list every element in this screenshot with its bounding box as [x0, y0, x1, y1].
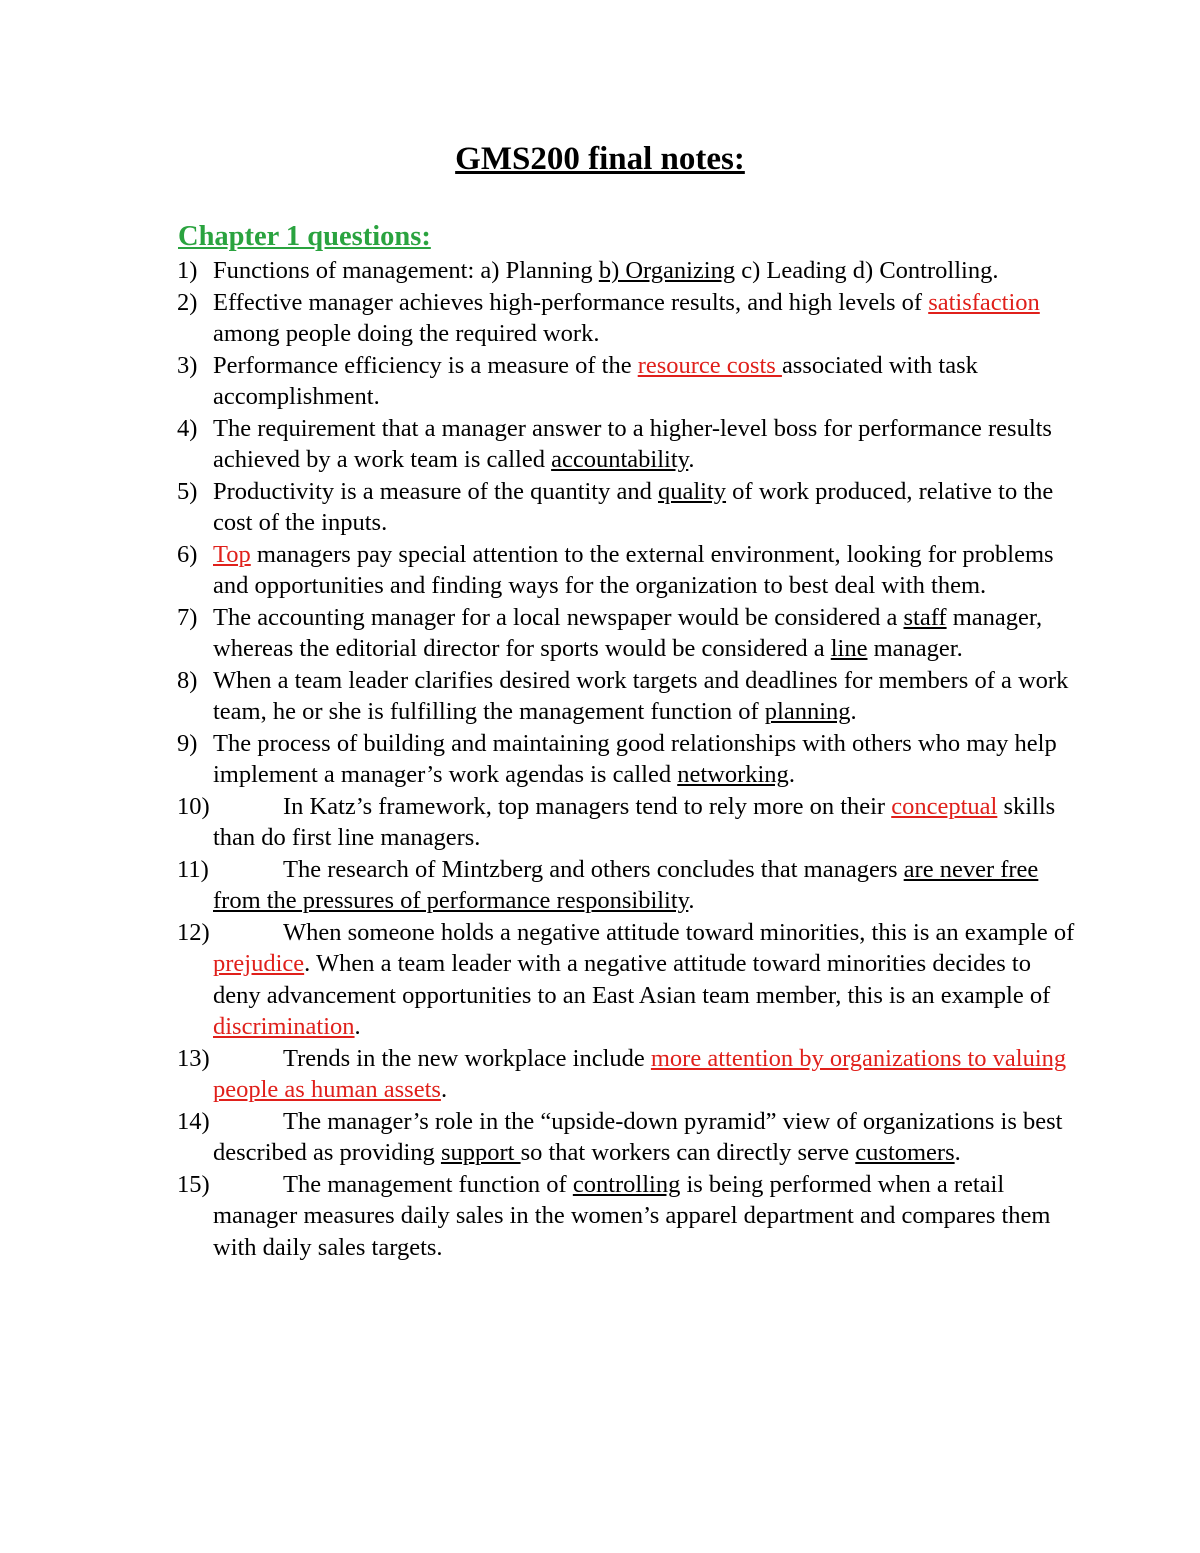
question-segment: Performance efficiency is a measure of the [213, 351, 638, 379]
question-segment: Functions of management: a) Planning [213, 257, 599, 284]
answer-text: accountability [551, 446, 689, 473]
question-number: 15) [177, 1170, 210, 1198]
answer-text: planning [764, 698, 851, 725]
question-segment: . [688, 446, 695, 473]
question-segment: . [688, 887, 695, 914]
question-text [213, 255, 1075, 287]
question-list [0, 255, 1200, 1263]
question-text [213, 791, 1075, 854]
question-number: 5) [177, 477, 198, 505]
question-segment: manager, whereas the editorial director for sports would be considered a [213, 603, 1043, 662]
question-segment: c) Leading d) Controlling. [735, 257, 999, 284]
question-text [213, 1106, 1075, 1169]
question-segment: so that workers can directly serve [520, 1139, 856, 1166]
question-segment: associated with task accomplishment. [213, 351, 978, 410]
question-item [0, 287, 1200, 350]
question-text [213, 917, 1075, 1043]
question-item [0, 255, 1200, 287]
answer-text: prejudice [213, 950, 305, 977]
question-segment: . [440, 1076, 448, 1103]
question-segment: manager. [867, 635, 963, 662]
question-item [0, 539, 1200, 602]
answer-text: satisfaction [928, 288, 1040, 316]
answer-text: quality [657, 477, 727, 505]
answer-text: are never free from the pressures of performance responsibility [213, 855, 1039, 914]
answer-text: resource costs [637, 351, 782, 379]
question-segment: . [954, 1139, 961, 1166]
question-text [213, 476, 1075, 539]
answer-text: line [830, 635, 868, 662]
question-segment: Effective manager achieves high-performance results, and high levels of [213, 288, 929, 316]
question-number: 14) [177, 1107, 210, 1135]
question-text [213, 287, 1075, 350]
question-item [0, 917, 1200, 1043]
question-item [0, 1043, 1200, 1106]
question-segment: The manager’s role in the “upside-down pyramid” view of organizations is best described as providing [213, 1107, 1063, 1166]
question-text [213, 728, 1075, 791]
question-item [0, 602, 1200, 665]
question-item [0, 413, 1200, 476]
question-item [0, 854, 1200, 917]
question-segment: In Katz’s framework, top managers tend to rely more on their [283, 792, 892, 820]
question-item [0, 1106, 1200, 1169]
question-segment: Productivity is a measure of the quantity and [213, 477, 658, 505]
answer-text: conceptual [891, 792, 998, 820]
question-text [213, 1043, 1075, 1106]
question-text [213, 602, 1075, 665]
question-segment: The management function of [283, 1170, 573, 1198]
question-number: 4) [177, 414, 198, 442]
answer-text: customers [855, 1139, 955, 1166]
question-text [213, 665, 1075, 728]
question-segment: When someone holds a negative attitude toward minorities, this is an example of [283, 918, 1075, 946]
question-segment: The accounting manager for a local newspaper would be considered a [213, 603, 904, 631]
answer-text: Top [213, 540, 251, 568]
answer-text: b) Organizing [598, 257, 736, 284]
question-number: 3) [177, 351, 198, 379]
answer-text: controlling [572, 1170, 681, 1198]
question-number: 9) [177, 729, 198, 757]
question-segment: is being performed when a retail manager measures daily sales in the women’s apparel department and compares them with daily sales targets. [213, 1170, 1051, 1261]
question-number: 12) [177, 918, 210, 946]
question-number: 6) [177, 540, 198, 568]
question-segment: . [788, 761, 795, 788]
question-segment: of work produced, relative to the cost of the inputs. [213, 477, 1054, 536]
chapter-heading: Chapter 1 questions: [178, 221, 431, 252]
question-segment: skills than do first line managers. [213, 792, 1056, 851]
question-number: 2) [177, 288, 198, 316]
question-text [213, 1169, 1075, 1264]
question-number: 13) [177, 1044, 210, 1072]
question-number: 11) [177, 855, 209, 883]
answer-text: support [440, 1139, 521, 1166]
answer-text: discrimination [213, 1013, 355, 1040]
question-segment: . [850, 698, 857, 725]
document-title: GMS200 final notes: [455, 141, 745, 177]
question-segment: The process of building and maintaining good relationships with others who may help implement a manager’s work agendas is called [213, 729, 1057, 788]
question-segment: The requirement that a manager answer to a higher-level boss for performance results achieved by a work team is called [213, 414, 1052, 473]
question-segment: managers pay special attention to the external environment, looking for problems and opportunities and finding ways for the organization to best deal with them. [213, 540, 1054, 599]
question-text [213, 413, 1075, 476]
question-segment: Trends in the new workplace include [283, 1044, 651, 1072]
question-item [0, 476, 1200, 539]
question-text [213, 854, 1075, 917]
question-number: 10) [177, 792, 210, 820]
question-number: 1) [177, 257, 198, 284]
question-segment: among people doing the required work. [213, 320, 600, 347]
answer-text: more attention by organizations to valuing people as human assets [213, 1044, 1067, 1103]
question-segment: The research of Mintzberg and others concludes that managers [283, 855, 904, 883]
answer-text: staff [903, 603, 947, 631]
question-item [0, 665, 1200, 728]
question-segment: When a team leader clarifies desired work targets and deadlines for members of a work team, he or she is fulfilling the management function of [213, 666, 1069, 725]
question-text [213, 539, 1075, 602]
question-text [213, 350, 1075, 413]
question-segment: . When a team leader with a negative attitude toward minorities decides to deny advancement opportunities to an East Asian team member, this is an example of [213, 950, 1051, 1009]
question-item [0, 791, 1200, 854]
question-item [0, 1169, 1200, 1264]
question-number: 7) [177, 603, 198, 631]
question-item [0, 350, 1200, 413]
question-segment: . [354, 1013, 361, 1040]
answer-text: networking [677, 761, 789, 788]
question-item [0, 728, 1200, 791]
question-number: 8) [177, 666, 198, 694]
